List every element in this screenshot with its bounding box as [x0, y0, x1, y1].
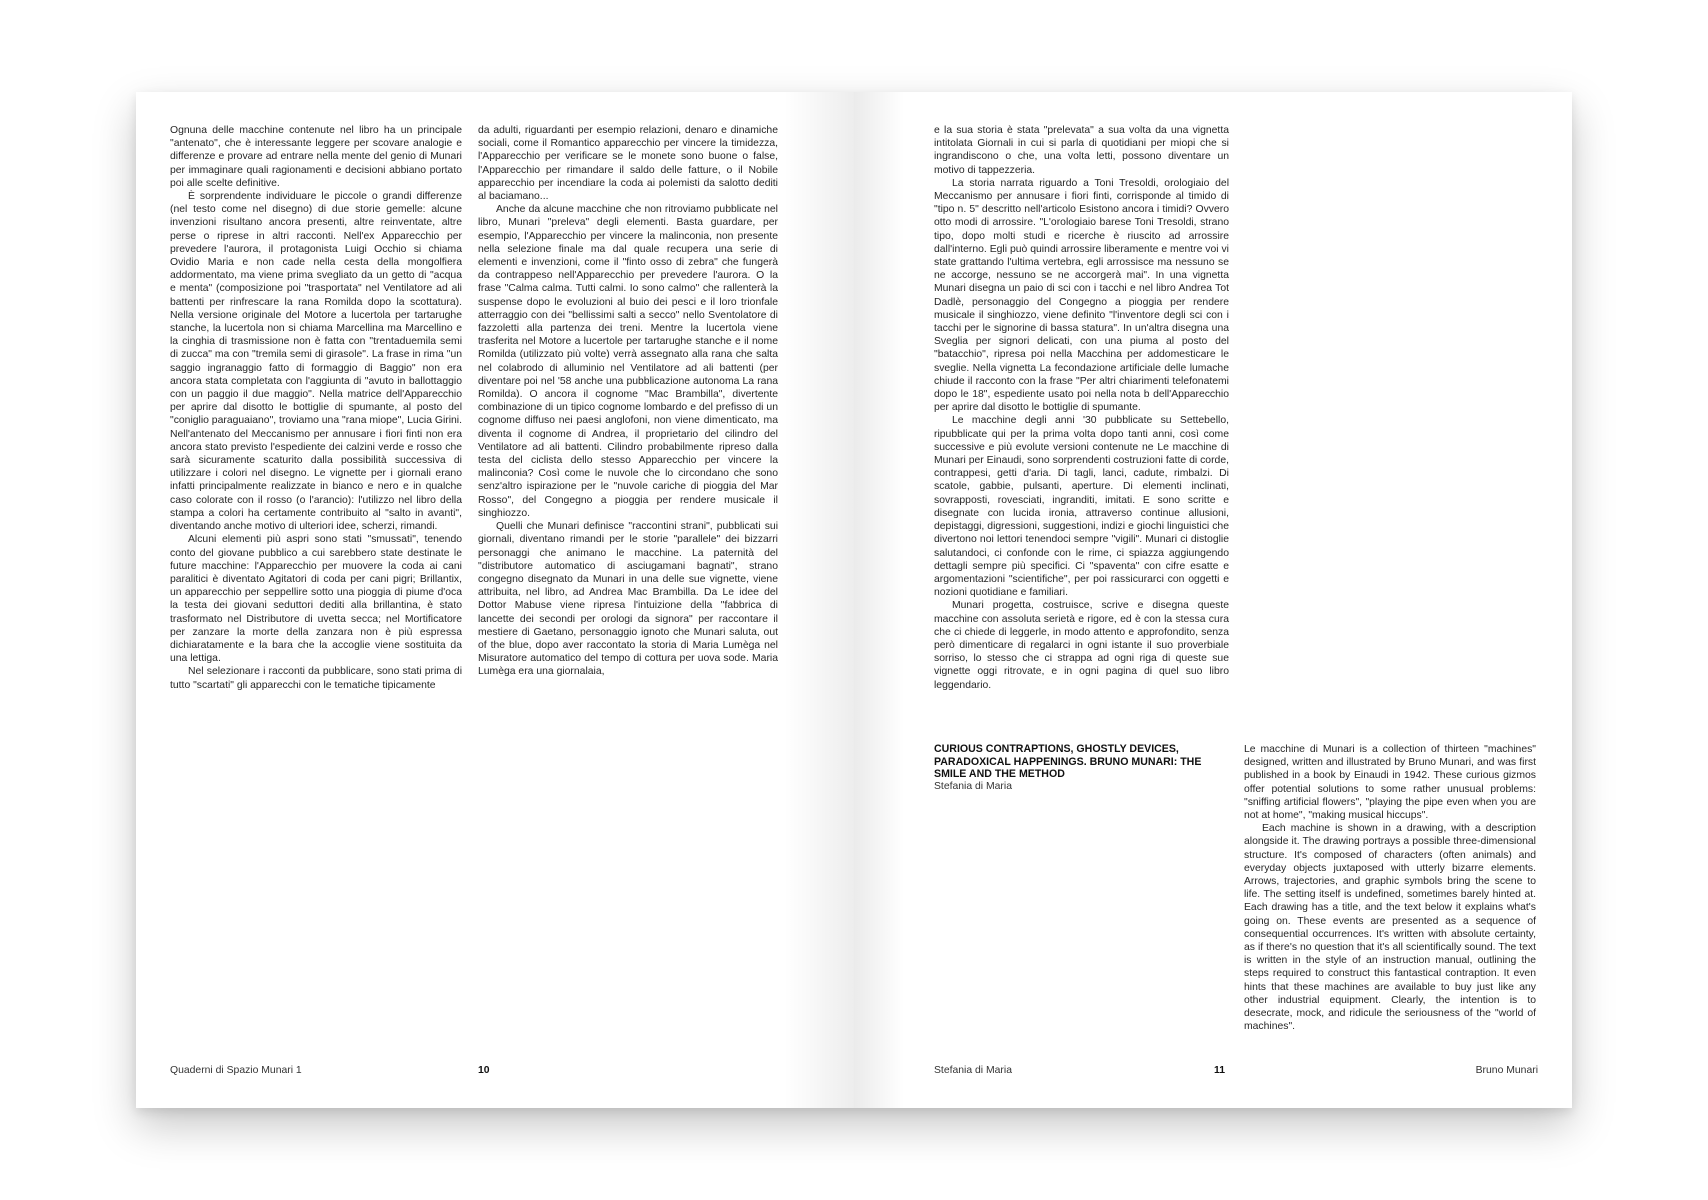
left-page-column-1	[170, 124, 462, 692]
running-footer-title: Quaderni di Spazio Munari 1	[170, 1065, 302, 1076]
right-page-column-2	[1244, 743, 1536, 1033]
paragraph: Alcuni elementi più aspri sono stati "smussati", tenendo conto del giovane pubblico a cui sarebbero state destinate le future macchine: l'Apparecchio per muovere la coda ai cani paralitici è diventato Agitatori di coda per cani pigri; Brillantix, un apparecchio per seppellire sotto una pioggia di piume d'oca la testa dei giovani seduttori dediti alla brillantina, è stato trasformato nel Distributore di uvetta secca; nel Mortificatore per zanzare la morte della zanzara non è più espressa dichiaratamente e la bara che la accoglie viene sostituita da una lettiga.	[170, 534, 462, 665]
running-footer-author: Stefania di Maria	[934, 1065, 1012, 1076]
paragraph: La storia narrata riguardo a Toni Tresoldi, orologiaio del Meccanismo per annusare i fiori finti, corrisponde al timido di "tipo n. 5" descritto nell'articolo Esistono ancora i timidi? Ovvero otto modi di arrossire. "L'orologiaio barese Toni Tresoldi, strano tipo, dopo molti studi e ricerche è riuscito ad arrossire dall'interno. Egli può quindi arrossire liberamente e mentre voi vi state grattando l'ultima vertebra, egli arrossisce ma nessuno se ne accorge, nessuno se ne accorgerà mai". In una vignetta Munari disegna un paio di sci con i tacchi e nel libro Andrea Tot Dadlè, personaggio del Congegno a pioggia per rendere musicale il singhiozzo, viene definito "l'inventore degli sci con i tacchi per le signorine di bassa statura". In un'altra disegna una Sveglia per signori delicati, con una piuma al posto del "batacchio", ripresa poi nella Macchina per addomesticare le sveglie. Nella vignetta La fecondazione artificiale delle lumache chiude il racconto con la frase "Per altri chiarimenti telefonatemi dopo le 18", espediente usato poi nella nota b dell'Apparecchio per aprire dal disotto le bottiglie di spumante.	[934, 177, 1229, 414]
paragraph: e la sua storia è stata "prelevata" a sua volta da una vignetta intitolata Giornali in cui si parla di quotidiani per miopi che si ingrandiscono o che, una volta letti, possono diventare un motivo di tappezzeria.	[934, 125, 1229, 176]
paragraph: È sorprendente individuare le piccole o grandi differenze (nel testo come nel disegno) di due storie gemelle: alcune invenzioni risultano ancora presenti, altre reinventate, altre perse o riprese in altri racconti. Nell'ex Apparecchio per prevedere l'aurora, il protagonista Luigi Occhio si chiama Ovidio Maria e non cade nella cesta della mongolfiera addormentato, ma viene prima svegliato da un getto di "acqua e menta" (composizione poi "trasportata" nel Ventilatore ad ali battenti per rinfrescare la rana Romilda dopo la scottatura). Nella versione originale del Motore a lucertola per tartarughe stanche, la lucertola non si chiama Marcellina ma Marcellino e la cinghia di trasmissione non è fatta con "trentaduemila semi di zucca" ma con "tremila semi di girasole". La frase in rima "un saggio ingranaggio fatto di formaggio di Baggio" non era ancora stata completata con l'aggiunta di "avuto in ballottaggio con un paggio il due maggio". Nella matrice dell'Apparecchio per aprire dal disotto le bottiglie di spumante, al posto del "coniglio paraguaiano", troviamo una "rana miope", Lucia Girini. Nell'antenato del Meccanismo per annusare i fiori finti non era ancora stato previsto l'espediente dei calzini verde e rosso che sarà sicuramente scaturito dalla possibilità successiva di utilizzare i colori nel disegno. Le vignette per i giornali erano infatti principalmente realizzate in bianco e nero e in qualche caso colorate con il rosso (o l'arancio): l'utilizzo nel libro della stampa a colori ha certamente contribuito al "salto in avanti", diventando anche motivo di ulteriori idee, scherzi, rimandi.	[170, 191, 462, 533]
left-page-column-2	[478, 124, 778, 679]
paragraph: Le macchine degli anni '30 pubblicate su Settebello, ripubblicate qui per la prima volta dopo tanti anni, così come successive e più evolute versioni contenute ne Le macchine di Munari per Einaudi, sono sorprendenti costruzioni fatte di corde, contrappesi, getti d'aria. Di tagli, lanci, cadute, rimbalzi. Di scatole, gabbie, pulsanti, aperture. Di elementi inclinati, sovrapposti, rovesciati, ingranditi, imitati. E sono scritte e disegnate con lucida ironia, attraverso continue allusioni, depistaggi, digressioni, suggestioni, indizi e giochi linguistici che divertono noi lettori tenendoci sempre "vigili". Munari ci distoglie salutandoci, ci confonde con le rime, ci spiazza aggiungendo dettagli sempre più specifici. Ci "spaventa" con cifre esatte e argomentazioni "scientifiche", per poi rassicurarci con oggetti e nozioni quotidiane e familiari.	[934, 415, 1229, 599]
paragraph: Anche da alcune macchine che non ritroviamo pubblicate nel libro, Munari "preleva" degli elementi. Basta guardare, per esempio, l'Apparecchio per vincere la malinconia, non presente nella selezione finale ma dal quale recupera una serie di elementi e invenzioni, come il "finto osso di zebra" che fungerà da contrappeso nell'Apparecchio per prevedere l'aurora. O la frase "Calma calma. Tutti calmi. Io sono calmo" che rallenterà la suspense dopo le evoluzioni al buio dei pesci e il loro trionfale atterraggio con dei "bellissimi salti a secco" nello Sventolatore di fazzoletti alla partenza dei treni. Mentre la lucertola viene trasferita nel Motore a lucertole per tartarughe stanche e il nome Romilda (utilizzato più volte) verrà assegnato alla rana che salta nel colabrodo di alluminio nel Ventilatore ad ali battenti (per diventare poi nel '58 anche una pubblicazione autonoma La rana Romilda). O ancora il cognome "Mac Brambilla", divertente combinazione di un tipico cognome lombardo e del prefisso di un cognome diffuso nei paesi anglofoni, non viene dimenticato, ma diventa il cognome di Andrea, il proprietario del cilindro del Ventilatore ad ali battenti. Cilindro probabilmente ripreso dalla testa del ciclista dello stesso Apparecchio per vincere la malinconia? Così come le nuvole che lo circondano che sono senz'altro ispirazione per le "nuvole cariche di pioggia del Mar Rosso", del Congegno a pioggia per rendere musicale il singhiozzo.	[478, 204, 778, 519]
paragraph: Each machine is shown in a drawing, with a description alongside it. The drawing portrays a possible three-dimensional structure. It's composed of characters (often animals) and everyday objects juxtaposed with utterly bizarre elements. Arrows, trajectories, and graphic symbols bring the scene to life. The setting itself is undefined, sometimes barely hinted at. Each drawing has a title, and the text below it explains what's going on. These events are presented as a sequence of consequential occurrences. It's written with absolute certainty, as if there's no question that it's all scientifically sound. The text is written in the style of an instruction manual, outlining the steps required to construct this fantastical contraption. It even hints that these machines are available to buy just like any other industrial equipment. Clearly, the intention is to desecrate, mock, and ridicule the seriousness of the "world of machines".	[1244, 823, 1536, 1033]
left-page	[136, 92, 854, 1108]
paragraph: da adulti, riguardanti per esempio relazioni, denaro e dinamiche sociali, come il Romantico apparecchio per vincere la timidezza, l'Apparecchio per verificare se le monete sono buone o false, l'Apparecchio per rimandare il saldo delle fatture, o il Nobile apparecchio per incendiare la coda ai polemisti da salotto dediti al baciamano...	[478, 125, 778, 203]
article-heading: CURIOUS CONTRAPTIONS, GHOSTLY DEVICES, PARADOXICAL HAPPENINGS. BRUNO MUNARI: THE SMILE AND THE METHOD	[934, 743, 1202, 781]
paragraph: Le macchine di Munari is a collection of thirteen "machines" designed, written and illustrated by Bruno Munari, and was first published in a book by Einaudi in 1942. These curious gizmos offer potential solutions to some rather unusual problems: "sniffing artificial flowers", "playing the pipe even when you are not at home", "making musical hiccups".	[1244, 744, 1536, 822]
right-page	[854, 92, 1572, 1108]
page-number: 11	[1214, 1065, 1225, 1076]
paragraph: Ognuna delle macchine contenute nel libro ha un principale "antenato", che è interessante leggere per scovare analogie e differenze e provare ad entrare nella mente del genio di Munari per immaginare quali ragionamenti e decisioni abbiano portato poi alle scelte definitive.	[170, 125, 462, 189]
article-heading-block	[934, 743, 1204, 793]
running-footer-subject: Bruno Munari	[1475, 1065, 1538, 1076]
page-number: 10	[478, 1065, 490, 1076]
paragraph: Munari progetta, costruisce, scrive e disegna queste macchine con assoluta serietà e rigore, ed è con la stessa cura che ci chiede di leggerle, in modo attento e approfondito, senza però dimenticare di regalarci in ogni istante il suo proverbiale sorriso, lo stesso che ci strappa ad ogni riga di queste sue vignette oggi ritrovate, e in ogni pagina di quel suo libro leggendario.	[934, 600, 1229, 691]
right-page-column-1	[934, 124, 1229, 692]
article-author: Stefania di Maria	[934, 780, 1012, 792]
book-spread	[136, 92, 1572, 1108]
paragraph: Nel selezionare i racconti da pubblicare, sono stati prima di tutto "scartati" gli apparecchi con le tematiche tipicamente	[170, 666, 462, 691]
paragraph: Quelli che Munari definisce "raccontini strani", pubblicati sui giornali, diventano rimandi per le storie "parallele" dei bizzarri personaggi che animano le macchine. La paternità del "distributore automatico di asciugamani bagnati", strano congegno disegnato da Munari in una delle sue vignette, viene attribuita, nel libro, ad Andrea Mac Brambilla. Da Le idee del Dottor Mabuse viene ripresa l'intuizione della "fabbrica di lancette dei secondi per orologi da signora" per raccontare il mestiere di Gaetano, personaggio ignoto che Munari saluta, out of the blue, dopo aver raccontato la storia di Maria Lumèga nel Misuratore automatico del tempo di cottura per uova sode. Maria Lumèga era una giornalaia,	[478, 521, 778, 678]
